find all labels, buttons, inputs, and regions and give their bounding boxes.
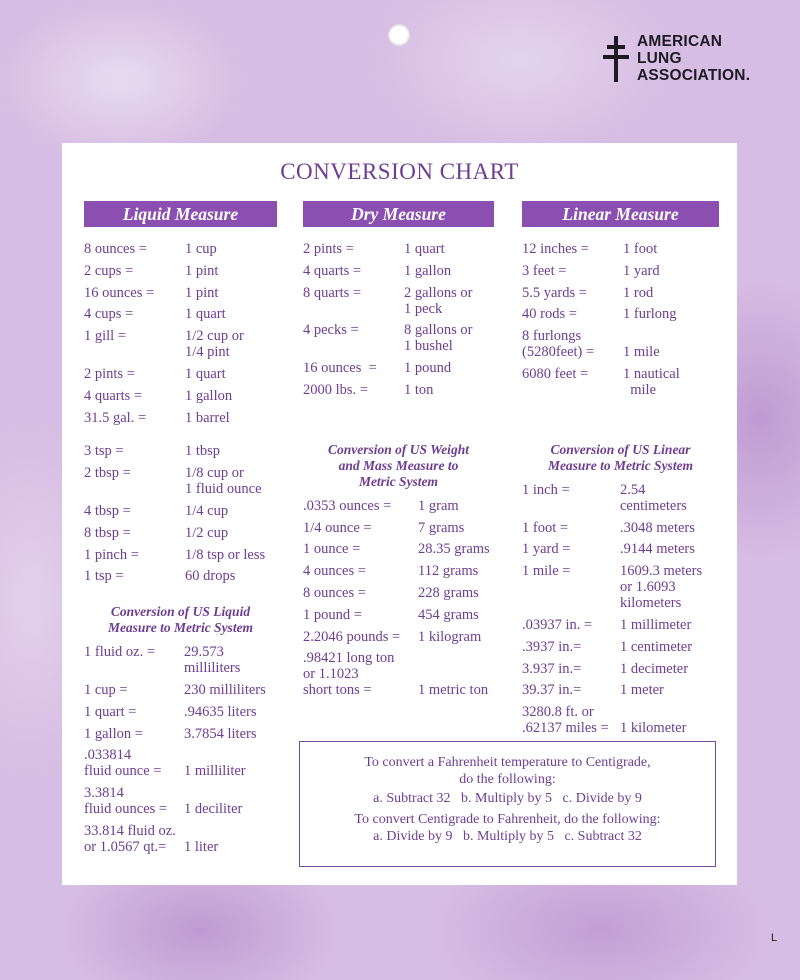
liquid-measure-heading: Liquid Measure (84, 201, 277, 227)
conversion-from: 1 pound = (303, 606, 362, 623)
conversion-from: .98421 long ton or 1.1023 short tons = (303, 650, 395, 699)
double-barred-cross-icon (603, 36, 629, 82)
conversion-to: 1 millimeter (620, 616, 692, 633)
conversion-from: 1 pinch = (84, 546, 139, 563)
conversion-from: 2 tbsp = (84, 465, 131, 482)
conversion-from: 40 rods = (522, 306, 577, 323)
conversion-row (303, 322, 494, 354)
conversion-to: 112 grams (418, 563, 479, 580)
conversion-row (84, 306, 277, 322)
conversion-from: 4 quarts = (84, 387, 143, 404)
conversion-row (84, 388, 277, 404)
conversion-to: 1 gallon (185, 387, 233, 404)
conversion-to: 1 decimeter (620, 660, 689, 677)
conversion-from: 16 ounces = (303, 360, 377, 377)
conversion-row (84, 525, 277, 541)
logo-line-3: ASSOCIATION. (637, 67, 751, 84)
conversion-row (84, 568, 277, 584)
conversion-to: 1 foot (623, 241, 658, 257)
conversion-row (522, 241, 719, 257)
conversion-row (84, 328, 277, 360)
logo-line-2: LUNG (637, 50, 682, 67)
conversion-from: 3.937 in.= (522, 660, 582, 677)
conversion-row (522, 306, 719, 322)
conversion-from: 8 furlongs (5280feet) = (522, 328, 595, 361)
conversion-from: 4 cups = (84, 306, 134, 323)
conversion-to: 1 kilometer (620, 720, 687, 737)
conversion-row (522, 639, 719, 655)
conversion-from: 1 gallon = (84, 725, 143, 742)
conversion-to: 1/8 cup or 1 fluid ounce (185, 465, 262, 498)
c-to-f-line: To convert Centigrade to Fahrenheit, do the following: (354, 812, 661, 827)
punch-hole (388, 24, 410, 46)
linear-metric-heading: Conversion of US Linear Measure to Metric System (547, 441, 694, 473)
conversion-from: 1 fluid oz. = (84, 644, 155, 661)
conversion-to: 1 deciliter (184, 801, 243, 818)
conversion-row (84, 241, 277, 257)
conversion-to: 29.573 milliliters (184, 644, 241, 677)
conversion-row (303, 541, 494, 557)
conversion-to: 1 tbsp (185, 443, 221, 460)
conversion-to: .3048 meters (620, 519, 695, 536)
conversion-row (303, 585, 494, 601)
conversion-from: 1 gill = (84, 328, 127, 345)
conversion-from: 2 pints = (84, 365, 135, 382)
corner-mark: L (771, 932, 778, 944)
linear-measure-heading: Linear Measure (522, 201, 719, 227)
linear-metric-list (522, 482, 719, 736)
conversion-from: 3.3814 fluid ounces = (84, 785, 168, 818)
conversion-row (522, 563, 719, 611)
conversion-to: 1 quart (185, 365, 226, 382)
page-title: CONVERSION CHART (280, 159, 519, 184)
conversion-row (84, 263, 277, 279)
conversion-to: 1 centimeter (620, 638, 693, 655)
conversion-to: .9144 meters (620, 541, 695, 558)
conversion-from: 16 ounces = (84, 284, 155, 301)
conversion-to: 1 mile (623, 344, 660, 361)
conversion-row (84, 410, 277, 426)
conversion-row (522, 482, 719, 514)
conversion-row (84, 465, 277, 497)
conversion-from: 4 ounces = (303, 563, 366, 580)
conversion-row (84, 682, 277, 698)
conversion-from: 2 pints = (303, 241, 354, 257)
conversion-from: 1 ounce = (303, 541, 361, 558)
conversion-from: 3 feet = (522, 262, 567, 279)
conversion-to: .94635 liters (184, 703, 257, 720)
conversion-row (522, 520, 719, 536)
conversion-row (84, 747, 277, 779)
conversion-row (84, 366, 277, 382)
conversion-row (303, 241, 494, 257)
conversion-to: 1 meter (620, 682, 664, 699)
conversion-row (84, 285, 277, 301)
conversion-to: 8 gallons or 1 bushel (404, 322, 473, 355)
conversion-row (84, 823, 277, 855)
conversion-to: 1 barrel (185, 409, 230, 426)
conversion-row (303, 563, 494, 579)
conversion-to: 1 pint (185, 284, 219, 301)
conversion-from: 3280.8 ft. or .62137 miles = (522, 704, 609, 737)
conversion-chart-card (62, 143, 737, 885)
liquid-metric-list (84, 644, 277, 855)
conversion-to: 1 furlong (623, 306, 677, 323)
conversion-from: .3937 in.= (522, 638, 582, 655)
conversion-row (303, 285, 494, 317)
conversion-row (522, 285, 719, 301)
dry-measure-column (303, 201, 494, 704)
conversion-to: 1 cup (185, 241, 217, 257)
conversion-from: 8 ounces = (303, 584, 366, 601)
conversion-row (303, 263, 494, 279)
conversion-to: 1 metric ton (418, 682, 489, 699)
conversion-row (303, 360, 494, 376)
linear-measure-column (522, 201, 719, 742)
conversion-row (303, 629, 494, 645)
conversion-row (84, 443, 277, 459)
conversion-row (522, 541, 719, 557)
conversion-to: 1/2 cup (185, 524, 229, 541)
conversion-row (303, 498, 494, 514)
conversion-from: 4 quarts = (303, 262, 362, 279)
conversion-row (84, 726, 277, 742)
conversion-from: 2000 lbs. = (303, 381, 368, 398)
conversion-to: 2.54 centimeters (620, 481, 687, 514)
conversion-row (84, 785, 277, 817)
temperature-conversion-box (299, 741, 716, 867)
dry-metric-heading: Conversion of US Weight and Mass Measure to Metric System (328, 441, 469, 489)
conversion-row (84, 644, 277, 676)
logo-text (637, 33, 750, 84)
conversion-to: 3.7854 liters (184, 725, 257, 742)
conversion-from: 39.37 in.= (522, 682, 582, 699)
conversion-to: 1 pint (185, 262, 219, 279)
dry-list (303, 227, 494, 398)
conversion-from: 1 inch = (522, 481, 570, 498)
conversion-to: 7 grams (418, 519, 465, 536)
conversion-to: 1 yard (623, 262, 660, 279)
conversion-row (303, 520, 494, 536)
conversion-from: 31.5 gal. = (84, 409, 147, 426)
liquid-spoon-list (84, 431, 277, 584)
f-to-c-line-2: do the following: (459, 772, 556, 787)
conversion-from: 12 inches = (522, 241, 589, 257)
conversion-from: 33.814 fluid oz. or 1.0567 qt.= (84, 822, 176, 855)
liquid-list (84, 227, 277, 426)
conversion-from: 1/4 ounce = (303, 519, 372, 536)
conversion-to: 2 gallons or 1 peck (404, 284, 473, 317)
logo-line-1: AMERICAN (637, 33, 723, 50)
conversion-from: 4 tbsp = (84, 502, 131, 519)
conversion-to: 60 drops (185, 568, 236, 585)
conversion-from: 1 yard = (522, 541, 571, 558)
conversion-from: 6080 feet = (522, 365, 589, 382)
conversion-from: 2.2046 pounds = (303, 628, 401, 645)
conversion-to: 1 gallon (404, 262, 452, 279)
c-to-f-steps: a. Divide by 9 b. Multiply by 5 c. Subtract 32 (373, 829, 642, 844)
f-to-c-line-1: To convert a Fahrenheit temperature to Centigrade, (364, 755, 651, 770)
conversion-row (522, 617, 719, 633)
american-lung-association-logo (603, 33, 750, 84)
conversion-row (522, 682, 719, 698)
conversion-from: 2 cups = (84, 262, 134, 279)
conversion-from: 1 cup = (84, 681, 128, 698)
conversion-to: 1/4 cup (185, 502, 229, 519)
dry-metric-list (303, 498, 494, 699)
conversion-from: 3 tsp = (84, 443, 124, 460)
conversion-row (522, 328, 719, 360)
conversion-from: 5.5 yards = (522, 284, 587, 301)
conversion-row (84, 704, 277, 720)
conversion-to: 1609.3 meters or 1.6093 kilometers (620, 563, 703, 612)
conversion-to: 1 quart (404, 241, 445, 257)
conversion-to: 1 pound (404, 360, 452, 377)
conversion-to: 228 grams (418, 584, 479, 601)
conversion-to: 1/8 tsp or less (185, 546, 266, 563)
conversion-to: 230 milliliters (184, 681, 266, 698)
conversion-to: 1 ton (404, 381, 434, 398)
conversion-from: .03937 in. = (522, 616, 593, 633)
conversion-row (303, 650, 494, 698)
liquid-measure-column (84, 201, 277, 861)
conversion-row (84, 547, 277, 563)
dry-measure-heading: Dry Measure (303, 201, 494, 227)
conversion-to: 1 milliliter (184, 763, 246, 780)
conversion-to: 1/2 cup or 1/4 pint (185, 328, 244, 361)
conversion-from: 8 tbsp = (84, 524, 131, 541)
conversion-row (303, 382, 494, 398)
conversion-to: 1 rod (623, 284, 654, 301)
f-to-c-steps: a. Subtract 32 b. Multiply by 5 c. Divide by 9 (373, 791, 642, 806)
conversion-from: 8 quarts = (303, 284, 362, 301)
conversion-to: 1 liter (184, 838, 219, 855)
conversion-from: 4 pecks = (303, 322, 359, 339)
conversion-from: 1 tsp = (84, 568, 124, 585)
conversion-from: .0353 ounces = (303, 497, 392, 514)
conversion-to: 1 gram (418, 497, 459, 514)
conversion-from: 1 foot = (522, 519, 569, 536)
liquid-metric-heading: Conversion of US Liquid Measure to Metric System (107, 604, 254, 636)
conversion-to: 1 quart (185, 306, 226, 323)
conversion-row (522, 704, 719, 736)
conversion-row (303, 607, 494, 623)
conversion-row (522, 263, 719, 279)
conversion-to: 28.35 grams (418, 541, 490, 558)
conversion-to: 1 nautical mile (623, 365, 680, 398)
conversion-to: 1 kilogram (418, 628, 482, 645)
conversion-row (522, 661, 719, 677)
linear-list (522, 227, 719, 398)
conversion-to: 454 grams (418, 606, 479, 623)
conversion-from: 1 mile = (522, 563, 571, 580)
conversion-row (84, 503, 277, 519)
conversion-from: 1 quart = (84, 703, 137, 720)
conversion-from: .033814 fluid ounce = (84, 747, 162, 780)
conversion-from: 8 ounces = (84, 241, 147, 257)
conversion-row (522, 366, 719, 398)
